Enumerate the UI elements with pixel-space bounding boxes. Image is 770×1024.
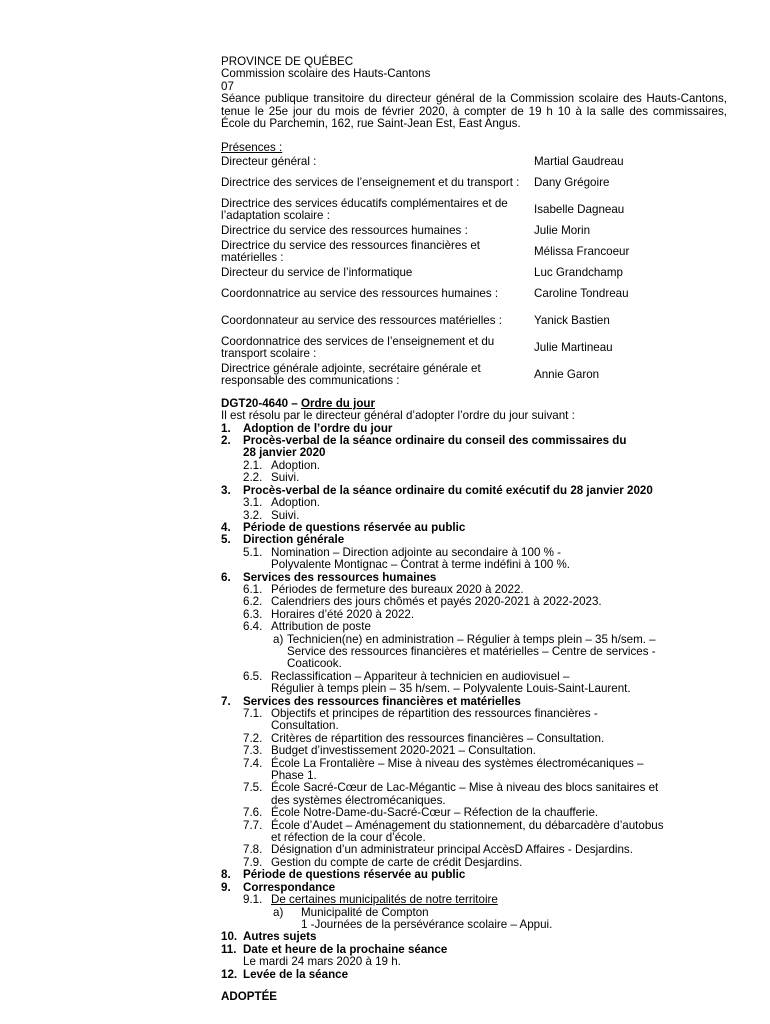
agenda-item-number: 8. xyxy=(221,868,231,882)
agenda-item-number: 10. xyxy=(221,930,238,944)
presence-name: Mélissa Francoeur xyxy=(534,245,630,259)
presence-name: Yanick Bastien xyxy=(534,314,610,328)
agenda-subitem-label: Suivi. xyxy=(271,471,300,485)
agenda-subitem-label: École Sacré-Cœur de Lac-Mégantic – Mise à niveau des blocs sanitaires et xyxy=(271,781,659,795)
agenda-subitem-number: 7.9. xyxy=(243,855,263,869)
agenda-item-label: Date et heure de la prochaine séance xyxy=(243,942,448,956)
agenda-subitem-number: 7.8. xyxy=(243,843,263,857)
presence-row xyxy=(221,335,727,362)
presence-role: Coordonnatrice au service des ressources humaines : xyxy=(221,287,499,301)
agenda-subitem-label: Critères de répartition des ressources financières – Consultation. xyxy=(271,731,605,745)
presence-row xyxy=(221,197,727,224)
agenda-subsubitem-label: Municipalité de Compton xyxy=(301,905,429,919)
agenda-item xyxy=(221,931,727,943)
agenda-subitem xyxy=(221,472,727,484)
resolution-code: DGT20-4640 – xyxy=(221,396,298,410)
agenda-subitem xyxy=(221,497,727,509)
province-line: PROVINCE DE QUÉBEC xyxy=(221,55,354,68)
agenda-subitem-number: 7.1. xyxy=(243,707,263,720)
agenda-subitem-number: 6.4. xyxy=(243,620,263,634)
agenda-subitem-label: Horaires d’été 2020 à 2022. xyxy=(271,607,415,621)
agenda-item-label-continued: 28 janvier 2020 xyxy=(243,446,326,460)
agenda-item-number: 3. xyxy=(221,483,231,497)
agenda-subsubitem-letter: a) xyxy=(273,905,284,919)
agenda-subitem-number: 6.1. xyxy=(243,582,263,596)
agenda-subitem-label: Désignation d’un administrateur principal AccèsD Affaires - Desjardins. xyxy=(271,843,633,857)
agenda-item-number: 2. xyxy=(221,434,231,448)
agenda-item-detail xyxy=(221,956,727,968)
presence-name: Luc Grandchamp xyxy=(534,266,623,280)
agenda-subsubitem-continued: Coaticook. xyxy=(287,657,342,671)
agenda-subsubitem-continued: 1 -Journées de la persévérance scolaire – Appui. xyxy=(301,917,553,931)
agenda-subitem-label: Adoption. xyxy=(271,458,320,472)
presence-row xyxy=(221,170,727,197)
agenda-item-label: Autres sujets xyxy=(243,930,317,944)
agenda-subitem xyxy=(221,782,727,794)
agenda-subitem-label: Nomination – Direction adjointe au secondaire à 100 % - xyxy=(271,545,562,559)
presence-role: Directrice générale adjointe, secrétaire générale et responsable des communications : xyxy=(221,361,481,388)
agenda-subitem-number: 7.5. xyxy=(243,781,263,795)
presences-title: Présences : xyxy=(221,141,283,155)
document-header xyxy=(221,56,727,93)
agenda-list xyxy=(221,423,727,981)
agenda-subitem-number: 7.6. xyxy=(243,806,263,820)
agenda-subitem xyxy=(221,745,727,757)
agenda-item-label: Levée de la séance xyxy=(243,967,349,981)
agenda-subitem-number: 9.1. xyxy=(243,893,263,907)
agenda-subitem-label: Adoption. xyxy=(271,496,320,510)
agenda-item-label: Direction générale xyxy=(243,533,345,547)
agenda-subitem-number: 6.5. xyxy=(243,669,263,683)
presence-name: Julie Martineau xyxy=(534,341,613,355)
presences-section xyxy=(221,142,727,388)
agenda-subitem-continued: et réfection de la cour d’école. xyxy=(271,831,426,845)
agenda-subitem-label: Calendriers des jours chômés et payés 2020-2021 à 2022-2023. xyxy=(271,595,602,609)
agenda-subitem xyxy=(221,596,727,608)
agenda-subitem-number: 7.4. xyxy=(243,756,263,770)
presence-name: Martial Gaudreau xyxy=(534,155,624,169)
presence-role: Directrice du service des ressources financières et matérielles : xyxy=(221,238,481,265)
presence-row xyxy=(221,281,727,308)
agenda-subitem-number: 6.3. xyxy=(243,607,263,621)
agenda-item-label: Correspondance xyxy=(243,880,336,894)
agenda-subitem-label: Budget d’investissement 2020-2021 – Consultation. xyxy=(271,744,536,758)
agenda-item-label: Période de questions réservée au public xyxy=(243,520,466,534)
agenda-subitem xyxy=(221,621,727,633)
adopted-label: ADOPTÉE xyxy=(221,989,278,1003)
agenda-item-label: Procès-verbal de la séance ordinaire du conseil des commissaires du xyxy=(243,434,627,448)
resolution-text: Il est résolu par le directeur général d’adopter l’ordre du jour suivant : xyxy=(221,409,575,423)
presence-role: Directeur général : xyxy=(221,155,317,169)
agenda-subitem-label: De certaines municipalités de notre territoire xyxy=(271,893,498,907)
presence-row xyxy=(221,266,727,281)
presence-row xyxy=(221,308,727,335)
agenda-item-number: 12. xyxy=(221,967,238,981)
agenda-subsubitem-letter: a) xyxy=(273,632,284,646)
presence-row xyxy=(221,239,727,266)
presence-role: Directrice des services de l’enseignement et du transport : xyxy=(221,176,520,190)
presence-role: Directrice du service des ressources humaines : xyxy=(221,224,468,238)
agenda-subitem-continued: Consultation. xyxy=(271,719,339,733)
presence-row xyxy=(221,362,727,389)
agenda-subitem-label: École Notre-Dame-du-Sacré-Cœur – Réfection de la chaufferie. xyxy=(271,806,599,820)
agenda-item-number: 7. xyxy=(221,694,231,708)
agenda-subitem-number: 7.2. xyxy=(243,731,263,745)
agenda-subitem-number: 2.2. xyxy=(243,471,263,485)
agenda-subsubitem-label: Technicien(ne) en administration – Régulier à temps plein – 35 h/sem. – xyxy=(287,632,656,646)
presence-name: Isabelle Dagneau xyxy=(534,203,625,217)
agenda-item-number: 4. xyxy=(221,520,231,534)
agenda-item xyxy=(221,869,727,881)
agenda-item-label: Services des ressources financières et matérielles xyxy=(243,694,521,708)
agenda-subitem-label: Périodes de fermeture des bureaux 2020 à 2022. xyxy=(271,582,524,596)
agenda-subitem-continued: des systèmes électromécaniques. xyxy=(271,793,446,807)
presence-row xyxy=(221,224,727,239)
session-intro: Séance publique transitoire du directeur général de la Commission scolaire des Hauts-Cantons, tenue le 25e jour du mois de février 2020, à compter de 19 h 10 à la salle des commissaires, École du Parchemin, 162, rue Saint-Jean Est, East Angus. xyxy=(221,92,727,131)
agenda-subitem-number: 3.1. xyxy=(243,496,263,510)
agenda-item-label: Services des ressources humaines xyxy=(243,570,437,584)
agenda-item-detail-text: Le mardi 24 mars 2020 à 19 h. xyxy=(243,955,401,969)
agenda-subitem-number: 6.2. xyxy=(243,595,263,609)
agenda-item-number: 9. xyxy=(221,880,231,894)
agenda-subitem-continued: Phase 1. xyxy=(271,769,317,783)
agenda-subitem-label: Gestion du compte de carte de crédit Desjardins. xyxy=(271,855,523,869)
agenda-subitem-label: Objectifs et principes de répartition des ressources financières - xyxy=(271,707,598,720)
agenda-item-continued xyxy=(221,447,727,459)
agenda-subitem xyxy=(221,844,727,856)
agenda-subitem-number: 7.3. xyxy=(243,744,263,758)
agenda-subsubitem-continued: Service des ressources financières et matérielles – Centre de services - xyxy=(287,644,656,658)
presence-role: Coordonnatrice des services de l’enseignement et du transport scolaire : xyxy=(221,334,495,361)
resolution-title: Ordre du jour xyxy=(300,396,376,410)
commission-name: Commission scolaire des Hauts-Cantons xyxy=(221,67,431,81)
agenda-subitem-number: 7.7. xyxy=(243,818,263,832)
agenda-item-label: Période de questions réservée au public xyxy=(243,868,466,882)
agenda-subitem-continued: Polyvalente Montignac – Contrat à terme indéfini à 100 %. xyxy=(271,558,571,572)
presence-name: Caroline Tondreau xyxy=(534,287,629,301)
presence-role: Coordonnateur au service des ressources matérielles : xyxy=(221,314,502,328)
document-page xyxy=(221,56,727,1003)
presence-role: Directrice des services éducatifs complémentaires et de l’adaptation scolaire : xyxy=(221,196,508,223)
agenda-item-number: 11. xyxy=(221,942,237,956)
presence-role: Directeur du service de l’informatique xyxy=(221,266,413,280)
agenda-item-label: Adoption de l’ordre du jour xyxy=(243,421,393,435)
agenda-subitem-label: Attribution de poste xyxy=(271,620,371,634)
agenda-subitem xyxy=(221,807,727,819)
presence-name: Julie Morin xyxy=(534,224,591,238)
agenda-subitem-label: École d’Audet – Aménagement du stationnement, du débarcadère d’autobus xyxy=(271,818,664,832)
agenda-subitem-number: 3.2. xyxy=(243,508,263,522)
agenda-subitem-label: Suivi. xyxy=(271,508,300,522)
agenda-item xyxy=(221,534,727,546)
agenda-subitem-label: École La Frontalière – Mise à niveau des systèmes électromécaniques – xyxy=(271,756,644,770)
presence-name: Annie Garon xyxy=(534,368,600,382)
agenda-item-number: 5. xyxy=(221,533,231,547)
presence-name: Dany Grégoire xyxy=(534,176,610,190)
agenda-item-number: 1. xyxy=(221,421,231,435)
agenda-item-label: Procès-verbal de la séance ordinaire du comité exécutif du 28 janvier 2020 xyxy=(243,483,653,497)
document-code: 07 xyxy=(221,79,234,93)
agenda-subitem-number: 2.1. xyxy=(243,458,263,472)
agenda-item-number: 6. xyxy=(221,570,231,584)
agenda-subitem-continued: Régulier à temps plein – 35 h/sem. – Polyvalente Louis-Saint-Laurent. xyxy=(271,682,631,696)
agenda-subitem xyxy=(221,894,727,906)
agenda-subitem-number: 5.1. xyxy=(243,545,263,559)
presence-row xyxy=(221,155,727,170)
agenda-item xyxy=(221,969,727,981)
agenda-subitem-label: Reclassification – Appariteur à technicien en audiovisuel – xyxy=(271,669,570,683)
